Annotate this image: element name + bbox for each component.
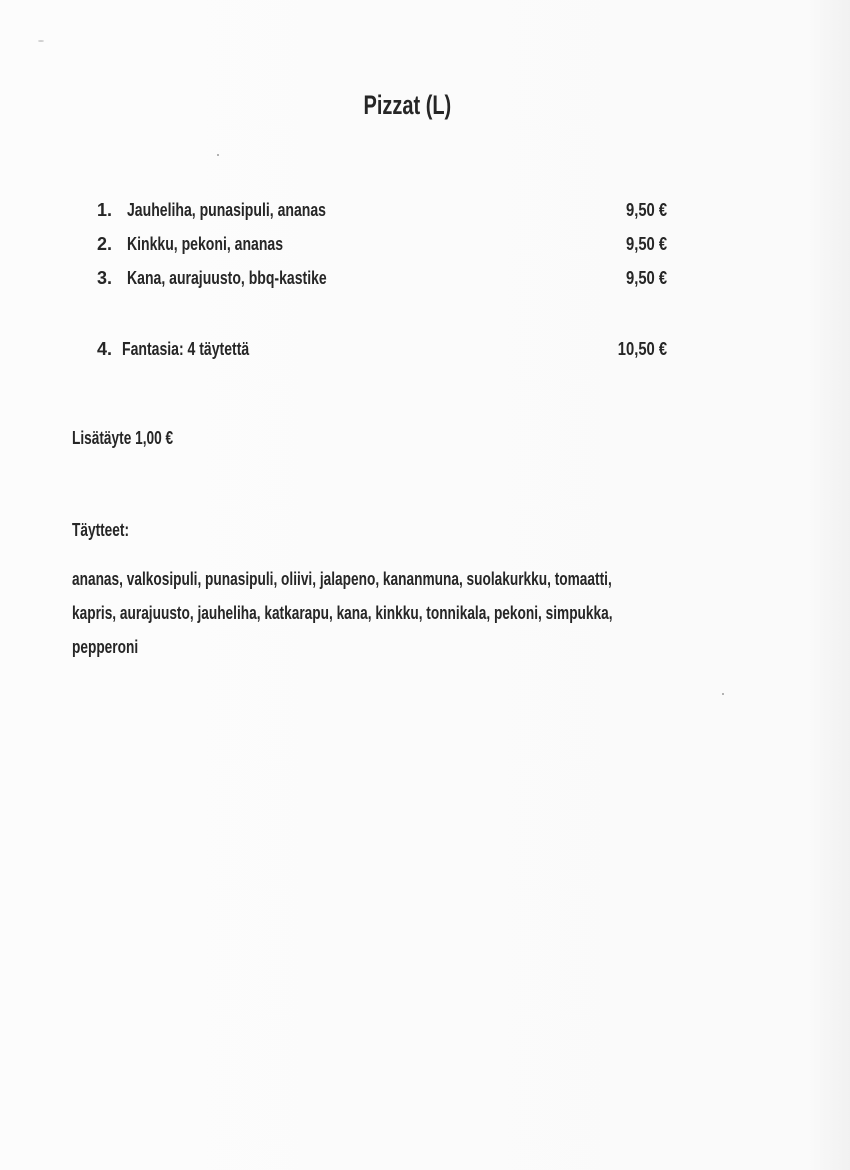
fillings-line: pepperoni — [72, 637, 139, 657]
fillings-heading: Täytteet: — [72, 520, 130, 540]
scan-speck — [217, 154, 219, 156]
menu-item-price: 9,50 € — [625, 200, 667, 220]
fillings-line: kapris, aurajuusto, jauheliha, katkarapu, kana, kinkku, tonnikala, pekoni, simpukka, — [72, 603, 613, 623]
menu-item — [97, 268, 672, 292]
menu-item — [97, 200, 672, 224]
menu-item-number: 3. — [97, 268, 113, 288]
extra-topping-price: Lisätäyte 1,00 € — [72, 428, 174, 448]
page-title: Pizzat (L) — [363, 90, 452, 120]
fillings-line: ananas, valkosipuli, punasipuli, oliivi, jalapeno, kananmuna, suolakurkku, tomaatti, — [72, 569, 612, 589]
scan-speck — [722, 693, 724, 695]
menu-item-name: Kinkku, pekoni, ananas — [127, 234, 284, 254]
menu-item-name: Jauheliha, punasipuli, ananas — [127, 200, 326, 220]
menu-item-number: 2. — [97, 234, 113, 254]
menu-item-number: 4. — [97, 339, 113, 359]
scan-speck — [38, 40, 44, 42]
fillings-list — [72, 562, 726, 664]
menu-item — [97, 339, 672, 363]
menu-item-name: Kana, aurajuusto, bbq-kastike — [127, 268, 327, 288]
menu-item-price: 9,50 € — [625, 268, 667, 288]
menu-item-price: 10,50 € — [617, 339, 667, 359]
menu-item-name: Fantasia: 4 täytettä — [122, 339, 250, 359]
menu-item-price: 9,50 € — [625, 234, 667, 254]
menu-item-number: 1. — [97, 200, 113, 220]
menu-item — [97, 234, 672, 258]
